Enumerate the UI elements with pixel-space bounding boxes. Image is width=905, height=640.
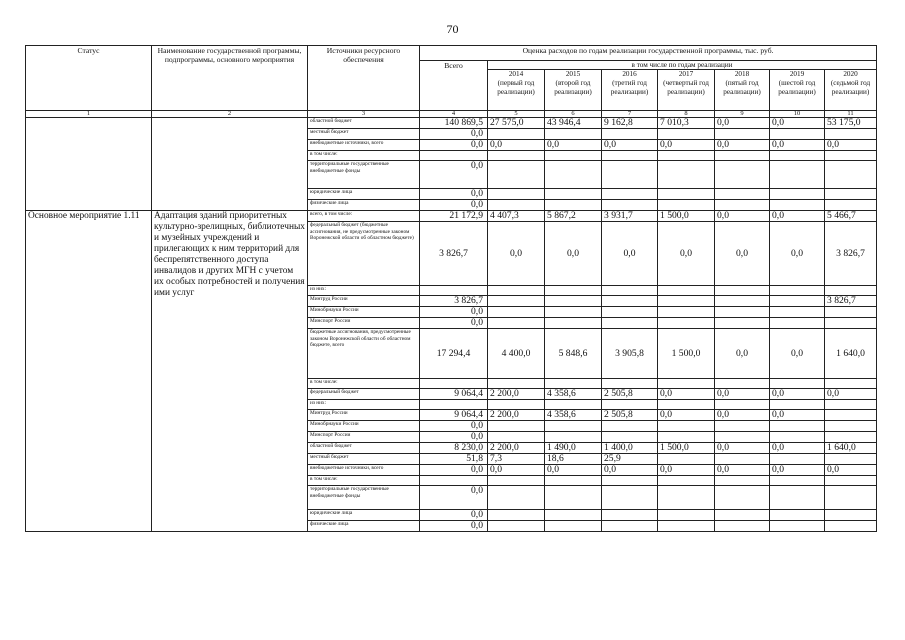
year-value-cell	[658, 510, 715, 521]
year-value-cell: 5 867,2	[545, 211, 602, 222]
total-cell: 9 064,4	[420, 410, 488, 421]
budget-table	[25, 45, 877, 532]
header-sources: Источники ресурсного обеспечения	[308, 46, 420, 111]
table-row	[26, 211, 877, 222]
year-value-cell	[825, 510, 877, 521]
year-value-cell: 0,0	[658, 140, 715, 151]
year-value-cell	[545, 129, 602, 140]
year-value-cell	[825, 454, 877, 465]
year-value-cell: 3 931,7	[602, 211, 658, 222]
year-value-cell	[658, 521, 715, 532]
year-value-cell	[488, 379, 545, 389]
year-value-cell	[602, 151, 658, 161]
year-value-cell	[545, 379, 602, 389]
year-value-cell: 0,0	[545, 465, 602, 476]
year-value-cell	[488, 286, 545, 296]
year-value-cell	[545, 476, 602, 486]
source-cell: юридические лица	[308, 189, 420, 200]
source-cell: всего, в том числе:	[308, 211, 420, 222]
year-value-cell	[545, 421, 602, 432]
year-value-cell	[658, 486, 715, 510]
year-value-cell	[715, 129, 770, 140]
year-value-cell	[825, 521, 877, 532]
source-cell: физические лица	[308, 521, 420, 532]
total-cell: 0,0	[420, 486, 488, 510]
total-cell: 0,0	[420, 318, 488, 329]
year-value-cell: 5 848,6	[545, 329, 602, 379]
source-cell: из них:	[308, 400, 420, 410]
year-value-cell	[770, 129, 825, 140]
year-value-cell	[658, 189, 715, 200]
year-value-cell	[715, 379, 770, 389]
header-year-line: реализации)	[554, 88, 592, 96]
year-value-cell: 0,0	[825, 465, 877, 476]
year-value-cell: 4 400,0	[488, 329, 545, 379]
year-value-cell	[715, 151, 770, 161]
year-value-cell: 1 490,0	[545, 443, 602, 454]
year-value-cell	[602, 286, 658, 296]
year-value-cell	[715, 432, 770, 443]
column-number: 8	[658, 111, 715, 118]
year-value-cell	[715, 296, 770, 307]
year-value-cell: 0,0	[770, 140, 825, 151]
column-number: 2	[152, 111, 308, 118]
year-value-cell	[658, 432, 715, 443]
year-value-cell: 4 358,6	[545, 410, 602, 421]
year-value-cell	[602, 379, 658, 389]
year-value-cell	[715, 510, 770, 521]
year-value-cell	[715, 200, 770, 211]
year-value-cell	[825, 151, 877, 161]
year-value-cell: 0,0	[658, 389, 715, 400]
header-year-line: реализации)	[723, 88, 761, 96]
total-cell	[420, 286, 488, 296]
header-year-line: 2017	[678, 70, 694, 78]
year-value-cell	[602, 476, 658, 486]
column-number: 6	[545, 111, 602, 118]
year-value-cell	[715, 307, 770, 318]
header-year-line: (первый год	[497, 79, 535, 87]
year-value-cell	[825, 432, 877, 443]
source-cell: Минспорт России	[308, 318, 420, 329]
total-cell: 0,0	[420, 200, 488, 211]
total-cell: 51,8	[420, 454, 488, 465]
year-value-cell	[770, 476, 825, 486]
year-value-cell: 0,0	[715, 222, 770, 286]
year-value-cell: 0,0	[770, 329, 825, 379]
year-value-cell: 0,0	[602, 222, 658, 286]
total-cell: 21 172,9	[420, 211, 488, 222]
year-value-cell	[658, 421, 715, 432]
year-value-cell	[825, 200, 877, 211]
source-cell: физические лица	[308, 200, 420, 211]
year-value-cell: 9 162,8	[602, 118, 658, 129]
year-value-cell	[825, 307, 877, 318]
source-cell: местный бюджет	[308, 454, 420, 465]
year-value-cell	[488, 200, 545, 211]
column-number: 4	[420, 111, 488, 118]
total-cell: 0,0	[420, 129, 488, 140]
year-value-cell	[602, 421, 658, 432]
year-value-cell	[658, 307, 715, 318]
year-value-cell: 3 826,7	[825, 222, 877, 286]
source-cell: Минобрнауки России	[308, 307, 420, 318]
header-year-line: реализации)	[667, 88, 705, 96]
year-value-cell	[545, 432, 602, 443]
year-value-cell	[658, 379, 715, 389]
year-value-cell	[715, 454, 770, 465]
year-value-cell: 3 905,8	[602, 329, 658, 379]
source-cell: из них:	[308, 286, 420, 296]
year-value-cell	[658, 476, 715, 486]
year-value-cell	[488, 307, 545, 318]
total-cell: 9 064,4	[420, 389, 488, 400]
column-number: 1	[26, 111, 152, 118]
status-cell-prev	[26, 118, 152, 211]
header-year	[715, 70, 770, 111]
year-value-cell: 25,9	[602, 454, 658, 465]
year-value-cell	[602, 296, 658, 307]
year-value-cell	[602, 486, 658, 510]
year-value-cell: 4 407,3	[488, 211, 545, 222]
year-value-cell	[658, 151, 715, 161]
year-value-cell: 1 640,0	[825, 329, 877, 379]
year-value-cell	[545, 510, 602, 521]
year-value-cell: 2 505,8	[602, 410, 658, 421]
year-value-cell	[825, 379, 877, 389]
source-cell: внебюджетные источники, всего	[308, 140, 420, 151]
year-value-cell: 7,3	[488, 454, 545, 465]
year-value-cell: 0,0	[715, 211, 770, 222]
total-cell: 0,0	[420, 421, 488, 432]
source-cell: Минобрнауки России	[308, 421, 420, 432]
header-year-line: 2015	[565, 70, 581, 78]
source-cell: Минспорт России	[308, 432, 420, 443]
header-year-line: 2016	[622, 70, 637, 78]
year-value-cell: 0,0	[770, 118, 825, 129]
year-value-cell	[545, 307, 602, 318]
year-value-cell: 0,0	[602, 465, 658, 476]
year-value-cell	[488, 400, 545, 410]
header-name: Наименование государственной программы, подпрограммы, основного мероприятия	[152, 46, 308, 111]
header-year-line: реализации)	[610, 88, 649, 96]
year-value-cell: 0,0	[602, 140, 658, 151]
year-value-cell: 5 466,7	[825, 211, 877, 222]
source-cell: в том числе:	[308, 476, 420, 486]
source-cell: в том числе:	[308, 151, 420, 161]
total-cell: 0,0	[420, 465, 488, 476]
year-value-cell	[545, 400, 602, 410]
year-value-cell	[715, 318, 770, 329]
total-cell	[420, 379, 488, 389]
source-cell: территориальные государственные внебюджетные фонды	[308, 486, 420, 510]
year-value-cell	[770, 510, 825, 521]
total-cell: 0,0	[420, 521, 488, 532]
column-number: 7	[602, 111, 658, 118]
header-status: Статус	[26, 46, 152, 111]
page-number: 70	[446, 22, 459, 36]
year-value-cell	[545, 318, 602, 329]
year-value-cell	[825, 286, 877, 296]
year-value-cell: 2 200,0	[488, 443, 545, 454]
year-value-cell: 0,0	[715, 329, 770, 379]
year-value-cell: 0,0	[715, 410, 770, 421]
year-value-cell	[825, 318, 877, 329]
year-value-cell: 0,0	[715, 465, 770, 476]
year-value-cell	[488, 129, 545, 140]
year-value-cell	[545, 296, 602, 307]
header-estimate: Оценка расходов по годам реализации государственной программы, тыс. руб.	[420, 46, 877, 61]
year-value-cell: 2 200,0	[488, 389, 545, 400]
year-value-cell	[658, 296, 715, 307]
year-value-cell	[770, 296, 825, 307]
year-value-cell	[545, 151, 602, 161]
total-cell	[420, 476, 488, 486]
total-cell: 0,0	[420, 189, 488, 200]
source-cell: Минтруд России	[308, 296, 420, 307]
measure-name: Адаптация зданий приоритетных культурно-зрелищных, библиотечных и музейных учреждений и прилегающих к ним территорий для беспрепятственного доступа инвалидов и других МГН с учетом их особых потребностей и получения ими услуг	[152, 211, 308, 532]
year-value-cell: 2 200,0	[488, 410, 545, 421]
header-year-line: (второй год	[555, 79, 591, 87]
year-value-cell	[770, 151, 825, 161]
year-value-cell	[715, 521, 770, 532]
year-value-cell: 1 500,0	[658, 443, 715, 454]
column-number: 11	[825, 111, 877, 118]
year-value-cell: 0,0	[545, 140, 602, 151]
source-cell: федеральный бюджет (бюджетные ассигнования, не предусмотренные законом Воронежской области об областном бюджете)	[308, 222, 420, 286]
total-cell: 8 230,0	[420, 443, 488, 454]
column-number: 9	[715, 111, 770, 118]
source-cell: областной бюджет	[308, 443, 420, 454]
year-value-cell	[770, 400, 825, 410]
name-cell-prev	[152, 118, 308, 211]
year-value-cell: 7 010,3	[658, 118, 715, 129]
year-value-cell	[658, 400, 715, 410]
header-year	[545, 70, 602, 111]
column-numbers-row	[26, 111, 877, 118]
year-value-cell	[715, 476, 770, 486]
year-value-cell	[488, 486, 545, 510]
year-value-cell	[825, 189, 877, 200]
year-value-cell	[825, 410, 877, 421]
total-cell: 140 869,5	[420, 118, 488, 129]
year-value-cell: 1 640,0	[825, 443, 877, 454]
year-value-cell	[658, 286, 715, 296]
year-value-cell	[488, 521, 545, 532]
year-value-cell: 0,0	[770, 211, 825, 222]
column-number: 5	[488, 111, 545, 118]
year-value-cell: 0,0	[715, 118, 770, 129]
year-value-cell	[770, 161, 825, 189]
year-value-cell	[488, 161, 545, 189]
year-value-cell: 0,0	[715, 389, 770, 400]
total-cell: 0,0	[420, 432, 488, 443]
header-year-line: 2020	[843, 70, 858, 78]
year-value-cell	[602, 307, 658, 318]
year-value-cell	[770, 286, 825, 296]
source-cell: федеральный бюджет	[308, 389, 420, 400]
total-cell: 0,0	[420, 307, 488, 318]
year-value-cell: 43 946,4	[545, 118, 602, 129]
header-year-line: 2019	[789, 70, 805, 78]
year-value-cell	[602, 189, 658, 200]
year-value-cell	[715, 486, 770, 510]
year-value-cell	[658, 161, 715, 189]
year-value-cell	[770, 189, 825, 200]
total-cell: 0,0	[420, 161, 488, 189]
measure-status: Основное мероприятие 1.11	[26, 211, 152, 532]
header-year	[825, 70, 877, 111]
year-value-cell	[658, 318, 715, 329]
year-value-cell	[602, 200, 658, 211]
header-year-line: 2018	[734, 70, 750, 78]
year-value-cell	[602, 432, 658, 443]
year-value-cell	[658, 129, 715, 140]
year-value-cell: 4 358,6	[545, 389, 602, 400]
year-value-cell	[602, 521, 658, 532]
year-value-cell: 0,0	[658, 465, 715, 476]
year-value-cell: 0,0	[770, 465, 825, 476]
year-value-cell	[825, 421, 877, 432]
source-cell: юридические лица	[308, 510, 420, 521]
year-value-cell: 0,0	[770, 222, 825, 286]
column-number: 10	[770, 111, 825, 118]
total-cell: 3 826,7	[420, 222, 488, 286]
year-value-cell: 27 575,0	[488, 118, 545, 129]
source-cell: областной бюджет	[308, 118, 420, 129]
source-cell: бюджетные ассигнования, предусмотренные законом Воронежской области об областном бюджете, всего	[308, 329, 420, 379]
header-including-years: в том числе по годам реализации	[488, 61, 877, 70]
year-value-cell	[825, 161, 877, 189]
year-value-cell	[770, 432, 825, 443]
header-year-line: (пятый год	[725, 79, 759, 87]
year-value-cell	[545, 521, 602, 532]
year-value-cell	[770, 307, 825, 318]
header-total: Всего	[420, 61, 488, 111]
source-cell: внебюджетные источники, всего	[308, 465, 420, 476]
header-year-line: реализации)	[831, 88, 870, 96]
year-value-cell: 0,0	[658, 222, 715, 286]
year-value-cell	[770, 486, 825, 510]
year-value-cell	[825, 129, 877, 140]
year-value-cell: 18,6	[545, 454, 602, 465]
year-value-cell	[488, 318, 545, 329]
year-value-cell	[825, 476, 877, 486]
header-year-line: реализации)	[497, 88, 535, 96]
year-value-cell: 0,0	[545, 222, 602, 286]
total-cell: 3 826,7	[420, 296, 488, 307]
year-value-cell	[545, 161, 602, 189]
year-value-cell: 0,0	[715, 140, 770, 151]
year-value-cell	[545, 189, 602, 200]
year-value-cell	[545, 486, 602, 510]
header-year	[488, 70, 545, 111]
year-value-cell	[488, 432, 545, 443]
year-value-cell	[715, 161, 770, 189]
year-value-cell	[715, 189, 770, 200]
header-year	[658, 70, 715, 111]
year-value-cell: 53 175,0	[825, 118, 877, 129]
total-cell	[420, 151, 488, 161]
year-value-cell	[658, 454, 715, 465]
year-value-cell: 3 826,7	[825, 296, 877, 307]
year-value-cell: 0,0	[770, 389, 825, 400]
year-value-cell	[602, 510, 658, 521]
header-year-line: 2014	[508, 70, 524, 78]
year-value-cell	[770, 318, 825, 329]
year-value-cell: 0,0	[488, 140, 545, 151]
year-value-cell: 1 500,0	[658, 329, 715, 379]
year-value-cell: 0,0	[770, 443, 825, 454]
year-value-cell	[715, 421, 770, 432]
year-value-cell	[825, 486, 877, 510]
source-cell: местный бюджет	[308, 129, 420, 140]
total-cell: 0,0	[420, 140, 488, 151]
total-cell	[420, 400, 488, 410]
column-number: 3	[308, 111, 420, 118]
year-value-cell	[658, 200, 715, 211]
year-value-cell	[488, 189, 545, 200]
year-value-cell: 0,0	[825, 140, 877, 151]
year-value-cell: 0,0	[658, 410, 715, 421]
year-value-cell: 2 505,8	[602, 389, 658, 400]
year-value-cell	[770, 379, 825, 389]
source-cell: в том числе:	[308, 379, 420, 389]
header-year-line: (седьмой год	[830, 79, 871, 87]
year-value-cell	[770, 421, 825, 432]
table-row	[26, 118, 877, 129]
year-value-cell	[715, 286, 770, 296]
total-cell: 17 294,4	[420, 329, 488, 379]
year-value-cell	[602, 129, 658, 140]
year-value-cell	[488, 296, 545, 307]
year-value-cell	[488, 151, 545, 161]
source-cell: Минтруд России	[308, 410, 420, 421]
header-year-line: реализации)	[778, 88, 816, 96]
year-value-cell	[488, 421, 545, 432]
year-value-cell: 0,0	[488, 222, 545, 286]
header-year-line: (шестой год	[778, 79, 816, 87]
year-value-cell	[770, 454, 825, 465]
source-cell: территориальные государственные внебюджетные фонды	[308, 161, 420, 189]
header-year-line: (четвертый год	[663, 79, 709, 87]
year-value-cell: 0,0	[825, 389, 877, 400]
year-value-cell	[488, 510, 545, 521]
year-value-cell	[602, 318, 658, 329]
year-value-cell: 0,0	[715, 443, 770, 454]
year-value-cell	[488, 476, 545, 486]
year-value-cell	[602, 400, 658, 410]
year-value-cell	[770, 521, 825, 532]
year-value-cell: 1 500,0	[658, 211, 715, 222]
year-value-cell	[602, 161, 658, 189]
year-value-cell	[545, 200, 602, 211]
year-value-cell: 0,0	[488, 465, 545, 476]
year-value-cell: 0,0	[770, 410, 825, 421]
total-cell: 0,0	[420, 510, 488, 521]
year-value-cell	[825, 400, 877, 410]
year-value-cell	[715, 400, 770, 410]
year-value-cell	[545, 286, 602, 296]
year-value-cell	[770, 200, 825, 211]
header-year-line: (третий год	[612, 79, 647, 87]
header-year	[770, 70, 825, 111]
header-year	[602, 70, 658, 111]
year-value-cell: 1 400,0	[602, 443, 658, 454]
